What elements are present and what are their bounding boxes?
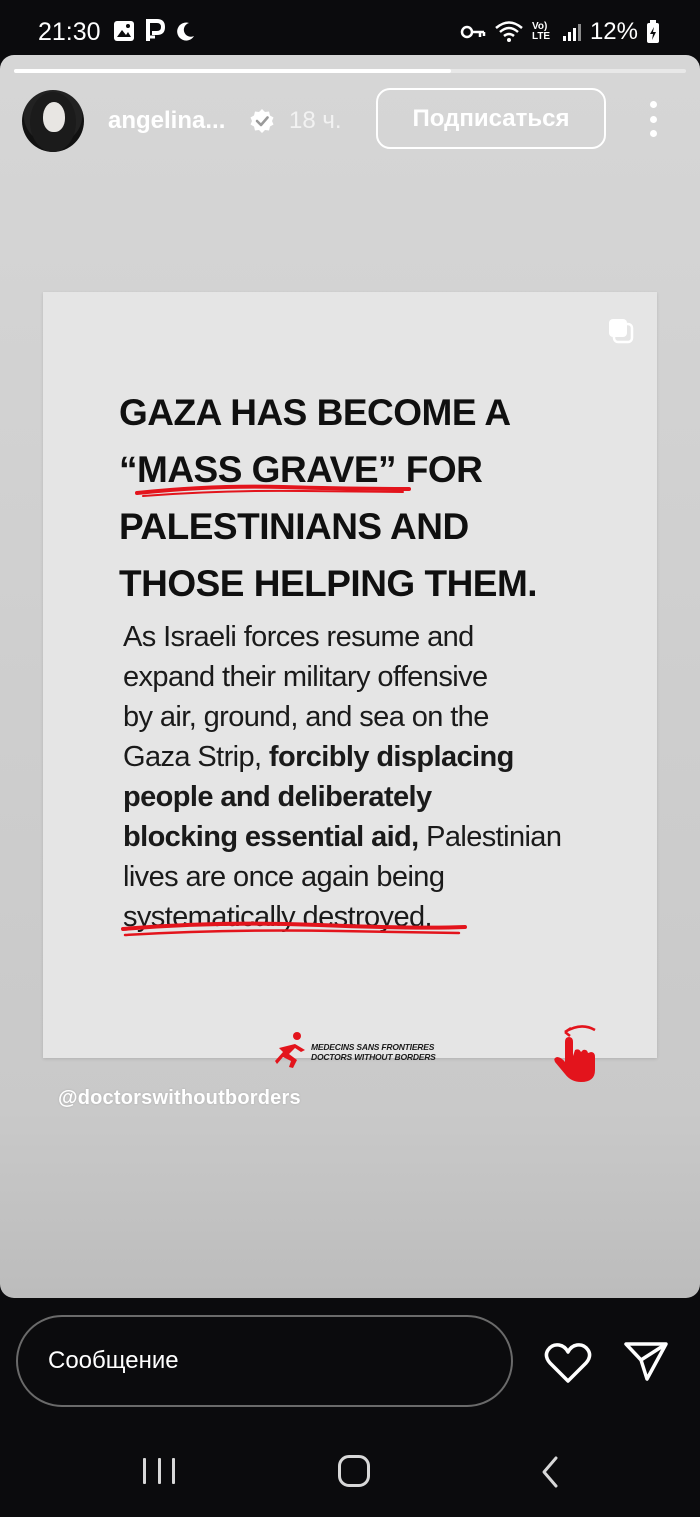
follow-button[interactable]: Подписаться [376, 88, 606, 149]
msf-logo-text: MEDECINS SANS FRONTIERES [311, 1042, 435, 1052]
headline-line: PALESTINIANS AND [119, 506, 469, 547]
status-icons-left [113, 19, 197, 43]
p-app-icon [145, 19, 165, 43]
body-line [123, 737, 623, 777]
msf-logo [275, 1030, 435, 1078]
body-line: by air, ground, and sea on the [123, 701, 489, 733]
body-line: systematically destroyed. [123, 901, 432, 933]
wifi-icon [494, 20, 524, 44]
body-regular: Palestinian [418, 821, 562, 853]
msf-runner-icon [275, 1030, 311, 1070]
moon-icon [175, 20, 197, 42]
body-bold: forcibly displacing [268, 741, 514, 773]
story-progress-fill [14, 69, 451, 73]
headline-line: GAZA HAS BECOME A [119, 392, 511, 433]
home-icon[interactable] [338, 1455, 370, 1487]
story-time: 18 ч. [289, 107, 342, 134]
story-viewer[interactable] [0, 55, 700, 1298]
battery-percentage: 12% [589, 18, 638, 45]
message-input[interactable] [16, 1315, 513, 1407]
volte-icon: Vo) LTE [531, 21, 551, 42]
signal-icon [562, 22, 582, 42]
key-icon [460, 23, 486, 41]
headline-line: “MASS GRAVE” FOR [119, 449, 483, 490]
body-bold: people and deliberately [123, 781, 432, 813]
mention-sticker[interactable]: @doctorswithoutborders [58, 1087, 301, 1109]
status-icons-right [460, 18, 660, 46]
gallery-icon [113, 20, 135, 42]
story-progress-track [14, 69, 686, 73]
body-bold: blocking essential aid, [123, 821, 419, 853]
carousel-icon [606, 316, 636, 346]
body-line: As Israeli forces resume and [123, 621, 474, 653]
shared-post-card[interactable] [43, 292, 657, 1062]
red-underline-mark [133, 477, 413, 501]
status-bar [0, 0, 700, 60]
body-regular: Gaza Strip, [123, 741, 269, 773]
send-icon[interactable] [623, 1340, 669, 1382]
body-line [123, 777, 623, 817]
message-bar [0, 1298, 700, 1428]
recents-icon[interactable] [143, 1458, 175, 1484]
post-body-text [123, 617, 623, 937]
swipe-hand-icon [551, 1022, 607, 1086]
like-heart-icon[interactable] [544, 1342, 592, 1384]
story-username[interactable]: angelina... [108, 107, 226, 134]
status-time: 21:30 [38, 18, 101, 46]
system-nav-bar [0, 1428, 700, 1517]
body-line: expand their military offensive [123, 661, 488, 693]
headline-line: THOSE HELPING THEM. [119, 563, 538, 604]
verified-badge-icon [249, 108, 275, 134]
red-underline-mark [119, 917, 469, 943]
body-line [123, 817, 623, 857]
back-icon[interactable] [538, 1454, 562, 1490]
msf-logo-text: DOCTORS WITHOUT BORDERS [311, 1052, 436, 1062]
battery-charging-icon [646, 20, 660, 44]
avatar[interactable] [22, 90, 84, 152]
more-options-icon[interactable] [643, 101, 663, 137]
body-line: lives are once again being [123, 861, 445, 893]
